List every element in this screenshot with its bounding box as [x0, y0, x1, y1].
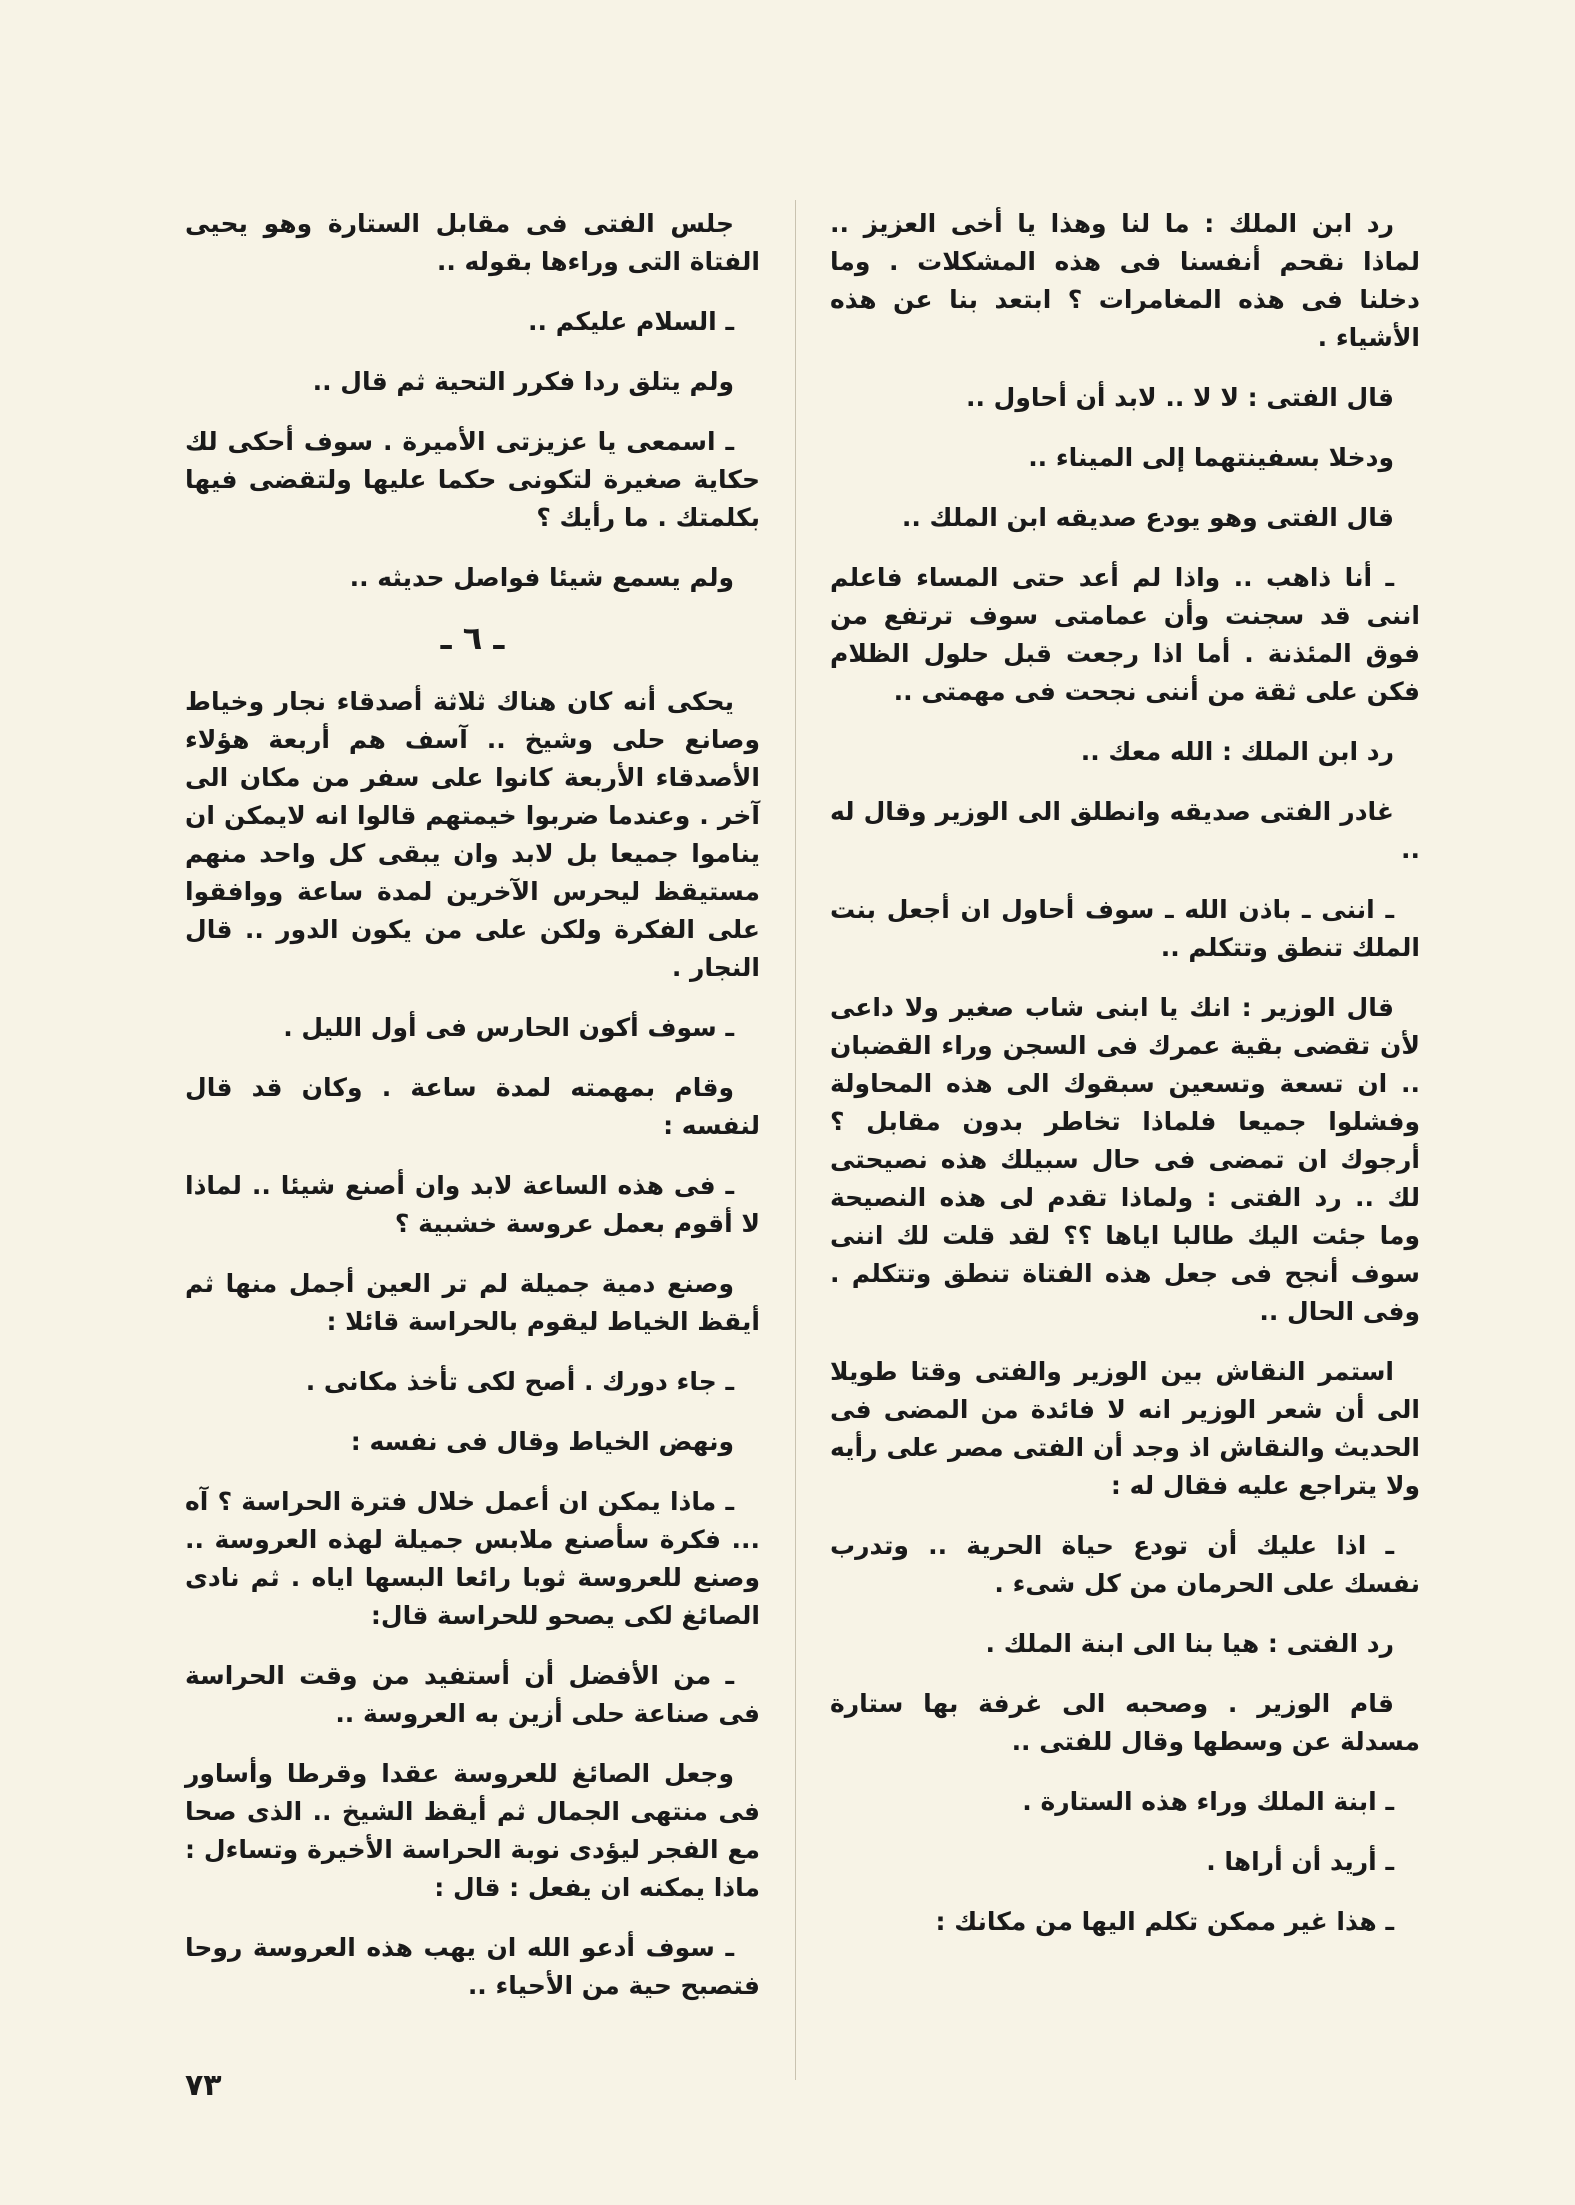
- paragraph: ـ اسمعى يا عزيزتى الأميرة . سوف أحكى لك حكاية صغيرة لتكونى حكما عليها ولتقضى فيها بكلمتك . ما رأيك ؟: [185, 427, 760, 532]
- paragraph: ـ سوف أدعو الله ان يهب هذه العروسة روحا فتصبح حية من الأحياء ..: [185, 1933, 760, 2000]
- paragraph: ـ اذا عليك أن تودع حياة الحرية .. وتدرب نفسك على الحرمان من كل شىء .: [830, 1531, 1420, 1598]
- paragraph: وصنع دمية جميلة لم تر العين أجمل منها ثم أيقظ الخياط ليقوم بالحراسة قائلا :: [185, 1269, 760, 1336]
- paragraph: ـ ابنة الملك وراء هذه الستارة .: [1022, 1787, 1394, 1816]
- left-column: [185, 205, 760, 2027]
- paragraph: ـ ماذا يمكن ان أعمل خلال فترة الحراسة ؟ آه ... فكرة سأصنع ملابس جميلة لهذه العروسة .. وصنع للعروسة ثوبا رائعا البسها اياه . ثم نادى الصائغ لكى يصحو للحراسة قال:: [185, 1487, 760, 1630]
- paragraph: ودخلا بسفينتهما إلى الميناء ..: [1028, 443, 1394, 472]
- paragraph: ونهض الخياط وقال فى نفسه :: [350, 1427, 734, 1456]
- paragraph: قام الوزير . وصحبه الى غرفة بها ستارة مسدلة عن وسطها وقال للفتى ..: [830, 1689, 1420, 1756]
- paragraph: جلس الفتى فى مقابل الستارة وهو يحيى الفتاة التى وراءها بقوله ..: [185, 209, 760, 276]
- paragraph: ـ أريد أن أراها .: [1206, 1847, 1394, 1876]
- paragraph: قال الفتى : لا لا .. لابد أن أحاول ..: [965, 383, 1394, 412]
- paragraph: وجعل الصائغ للعروسة عقدا وقرطا وأساور فى منتهى الجمال ثم أيقظ الشيخ .. الذى صحا مع الفجر ليؤدى نوبة الحراسة الأخيرة وتساءل : ماذا يمكنه ان يفعل : قال :: [185, 1759, 760, 1902]
- paragraph: رد ابن الملك : ما لنا وهذا يا أخى العزيز .. لماذا نقحم أنفسنا فى هذه المشكلات . وما دخلنا فى هذه المغامرات ؟ ابتعد بنا عن هذه الأشياء .: [830, 209, 1420, 352]
- column-divider: [795, 200, 796, 2080]
- paragraph: غادر الفتى صديقه وانطلق الى الوزير وقال له ..: [830, 797, 1420, 864]
- paragraph: ـ هذا غير ممكن تكلم اليها من مكانك :: [935, 1907, 1394, 1936]
- paragraph: قال الفتى وهو يودع صديقه ابن الملك ..: [901, 503, 1394, 532]
- paragraph: ـ أنا ذاهب .. واذا لم أعد حتى المساء فاعلم اننى قد سجنت وأن عمامتى سوف ترتفع من فوق المئذنة . أما اذا رجعت قبل حلول الظلام فكن على ثقة من أننى نجحت فى مهمتى ..: [830, 563, 1420, 706]
- paragraph: ـ فى هذه الساعة لابد وان أصنع شيئا .. لماذا لا أقوم بعمل عروسة خشبية ؟: [185, 1171, 760, 1238]
- paragraph: ـ جاء دورك . أصح لكى تأخذ مكانى .: [305, 1367, 734, 1396]
- paragraph: ـ اننى ـ باذن الله ـ سوف أحاول ان أجعل بنت الملك تنطق وتتكلم ..: [830, 895, 1420, 962]
- paragraph: ـ السلام عليكم ..: [528, 307, 734, 336]
- paragraph: ولم يسمع شيئا فواصل حديثه ..: [349, 563, 734, 592]
- section-number: ـ ٦ ـ: [440, 619, 505, 657]
- paragraph: استمر النقاش بين الوزير والفتى وقتا طويلا الى أن شعر الوزير انه لا فائدة من المضى فى الحديث والنقاش اذ وجد أن الفتى مصر على رأيه ولا يتراجع عليه فقال له :: [830, 1357, 1420, 1500]
- paragraph: رد الفتى : هيا بنا الى ابنة الملك .: [985, 1629, 1394, 1658]
- paragraph: ـ من الأفضل أن أستفيد من وقت الحراسة فى صناعة حلى أزين به العروسة ..: [185, 1661, 760, 1728]
- page-number: ٧٣: [185, 2068, 222, 2103]
- paragraph: رد ابن الملك : الله معك ..: [1080, 737, 1394, 766]
- paragraph: يحكى أنه كان هناك ثلاثة أصدقاء نجار وخياط وصانع حلى وشيخ .. آسف هم أربعة هؤلاء الأصدقاء الأربعة كانوا على سفر من مكان الى آخر . وعندما ضربوا خيمتهم قالوا انه لايمكن ان يناموا جميعا بل لابد وان يبقى كل واحد منهم مستيقظ ليحرس الآخرين لمدة ساعة ووافقوا على الفكرة ولكن على من يكون الدور .. قال النجار .: [185, 687, 760, 982]
- paragraph: ـ سوف أكون الحارس فى أول الليل .: [283, 1013, 734, 1042]
- right-column: [830, 205, 1420, 1963]
- paragraph: قال الوزير : انك يا ابنى شاب صغير ولا داعى لأن تقضى بقية عمرك فى السجن وراء القضبان .. ان تسعة وتسعين سبقوك الى هذه المحاولة وفشلوا جميعا فلماذا تخاطر بدون مقابل ؟ أرجوك ان تمضى فى حال سبيلك هذه نصيحتى لك .. رد الفتى : ولماذا تقدم لى هذه النصيحة وما جئت اليك طالبا اياها ؟؟ لقد قلت لك اننى سوف أنجح فى جعل هذه الفتاة تنطق وتتكلم . وفى الحال ..: [830, 993, 1420, 1326]
- paragraph: وقام بمهمته لمدة ساعة . وكان قد قال لنفسه :: [185, 1073, 760, 1140]
- paragraph: ولم يتلق ردا فكرر التحية ثم قال ..: [312, 367, 734, 396]
